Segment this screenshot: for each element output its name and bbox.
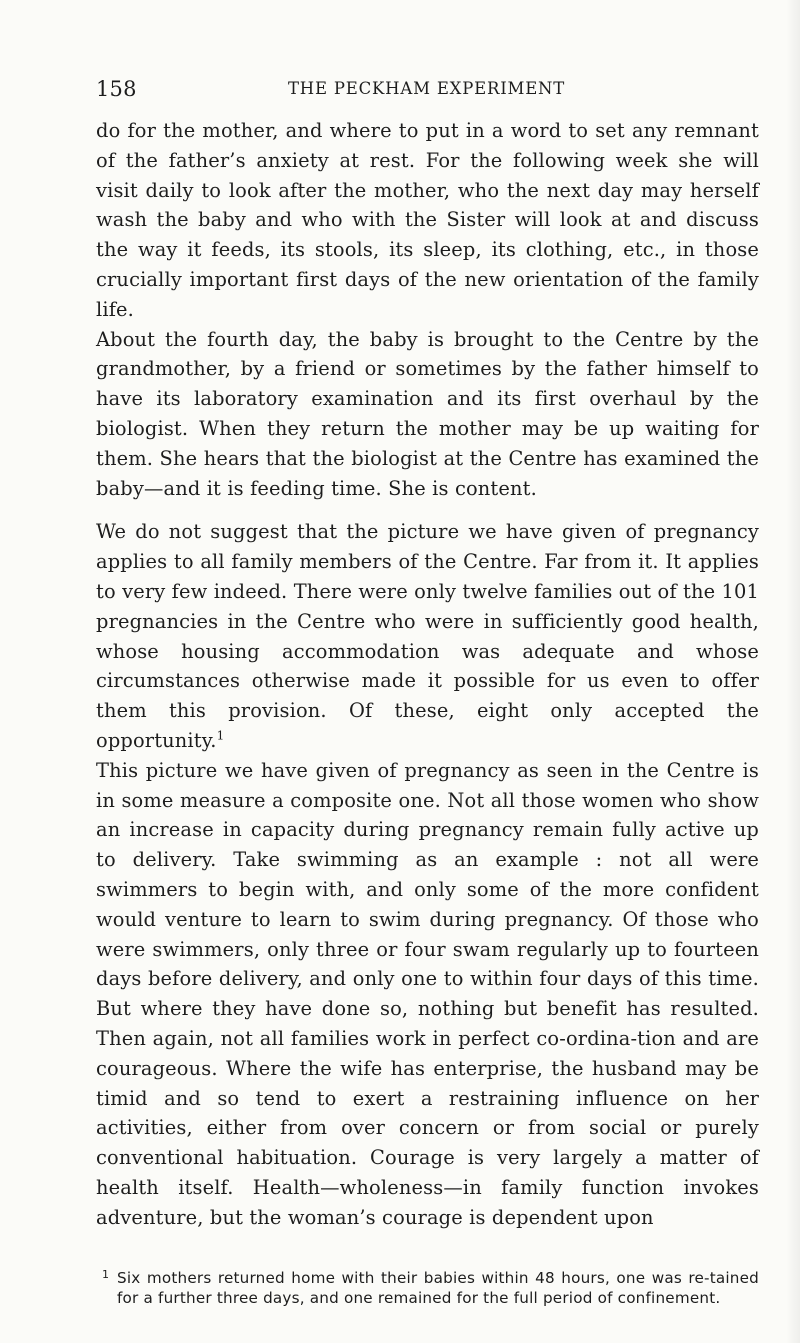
paragraph-1: do for the mother, and where to put in a word to set any remnant of the father’s anxiety at rest. For the following week she will visit daily to look after the mother, who the next day may herself wash the baby and who with the Sister will look at and discuss the way it feeds, its stools, its sleep, its clothing, etc., in those crucially important first days of the new orientation of the family life. [96, 119, 759, 321]
running-header [96, 74, 756, 104]
page-number: 158 [96, 77, 137, 101]
footnote-number: 1 [102, 1268, 110, 1281]
paragraph-3 [96, 517, 759, 755]
paragraph-2: About the fourth day, the baby is brought to the Centre by the grandmother, by a friend or sometimes by the father himself to have its laboratory examination and its first overhaul by the biologist. When they return the mother may be up waiting for them. She hears that the biologist at the Centre has examined the baby—and it is feeding time. She is content. [96, 327, 759, 500]
body-text [96, 116, 759, 1232]
running-title: THE PECKHAM EXPERIMENT [288, 79, 566, 98]
footnote [102, 1268, 759, 1308]
footnote-text: Six mothers returned home with their babies within 48 hours, one was re-tained for a further three days, and one remained for the full period of confinement. [117, 1269, 759, 1307]
paragraph-4: This picture we have given of pregnancy as seen in the Centre is in some measure a composite one. Not all those women who show an increase in capacity during pregnancy remain fully active up to delivery. Take swimming as an example : not all were swimmers to begin with, and only some of the more confident would venture to learn to swim during pregnancy. Of those who were swimmers, only three or four swam regularly up to fourteen days before delivery, and only one to within four days of this time. But where they have done so, nothing but benefit has resulted. Then again, not all families work in perfect co-ordina-tion and are courageous. Where the wife has enterprise, the husband may be timid and so tend to exert a restraining influence on her activities, either from over concern or from social or purely conventional habituation. Courage is very largely a matter of health itself. Health—wholeness—in family function invokes adventure, but the woman’s courage is dependent upon [96, 758, 759, 1229]
section-gap [96, 503, 759, 517]
page-edge-shadow [786, 0, 800, 1343]
paragraph-3-text: We do not suggest that the picture we have given of pregnancy applies to all family members of the Centre. Far from it. It applies to very few indeed. There were only twelve families out of the 101 pregnancies in the Centre who were in sufficiently good health, whose housing accommodation was adequate and whose circumstances otherwise made it possible for us even to offer them this provision. Of these, eight only accepted the opportunity. [96, 520, 759, 752]
footnote-reference: 1 [216, 728, 225, 743]
